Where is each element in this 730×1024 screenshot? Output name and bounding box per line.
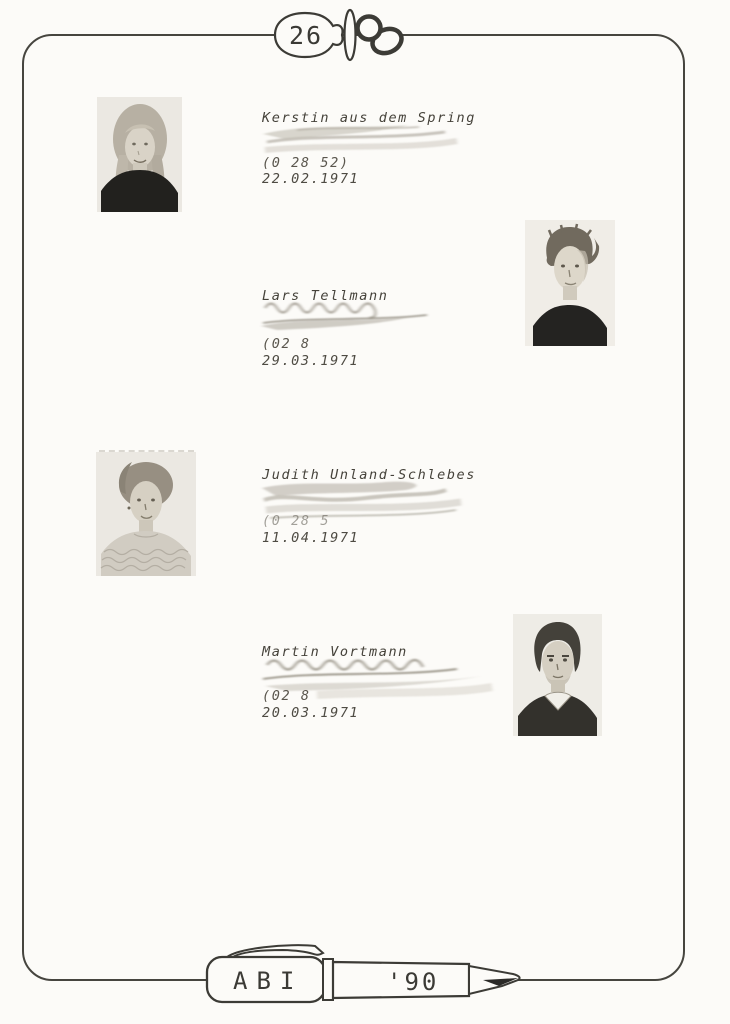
student-name: Martin Vortmann bbox=[262, 644, 408, 660]
portrait-photo-kerstin bbox=[97, 97, 182, 212]
portrait-photo-judith bbox=[96, 452, 196, 576]
student-birthdate: 22.02.1971 bbox=[262, 171, 360, 187]
student-birthdate: 20.03.1971 bbox=[262, 705, 360, 721]
fountain-pen-drawing bbox=[163, 938, 567, 1016]
student-phone: (0 28 5 bbox=[262, 513, 331, 529]
footer-barrel-label: '90 bbox=[387, 968, 440, 996]
student-name: Kerstin aus dem Spring bbox=[262, 110, 477, 126]
portrait-photo-lars bbox=[525, 220, 615, 346]
page-number: 26 bbox=[289, 21, 324, 50]
student-name: Judith Unland-Schlebes bbox=[262, 467, 477, 483]
rings-icon-small bbox=[358, 17, 381, 40]
student-birthdate: 29.03.1971 bbox=[262, 353, 360, 369]
student-phone: (02 8 bbox=[262, 336, 311, 352]
student-birthdate: 11.04.1971 bbox=[262, 530, 360, 546]
student-phone: (0 28 52) bbox=[262, 155, 350, 171]
page-number-ornament bbox=[263, 6, 415, 68]
portrait-photo-martin bbox=[513, 614, 602, 736]
student-phone: (02 8 bbox=[262, 688, 311, 704]
pen-cap-band bbox=[323, 959, 333, 1000]
ornament-bar bbox=[345, 10, 356, 60]
student-name: Lars Tellmann bbox=[262, 288, 389, 304]
footer-cap-label: ABI bbox=[233, 967, 304, 995]
